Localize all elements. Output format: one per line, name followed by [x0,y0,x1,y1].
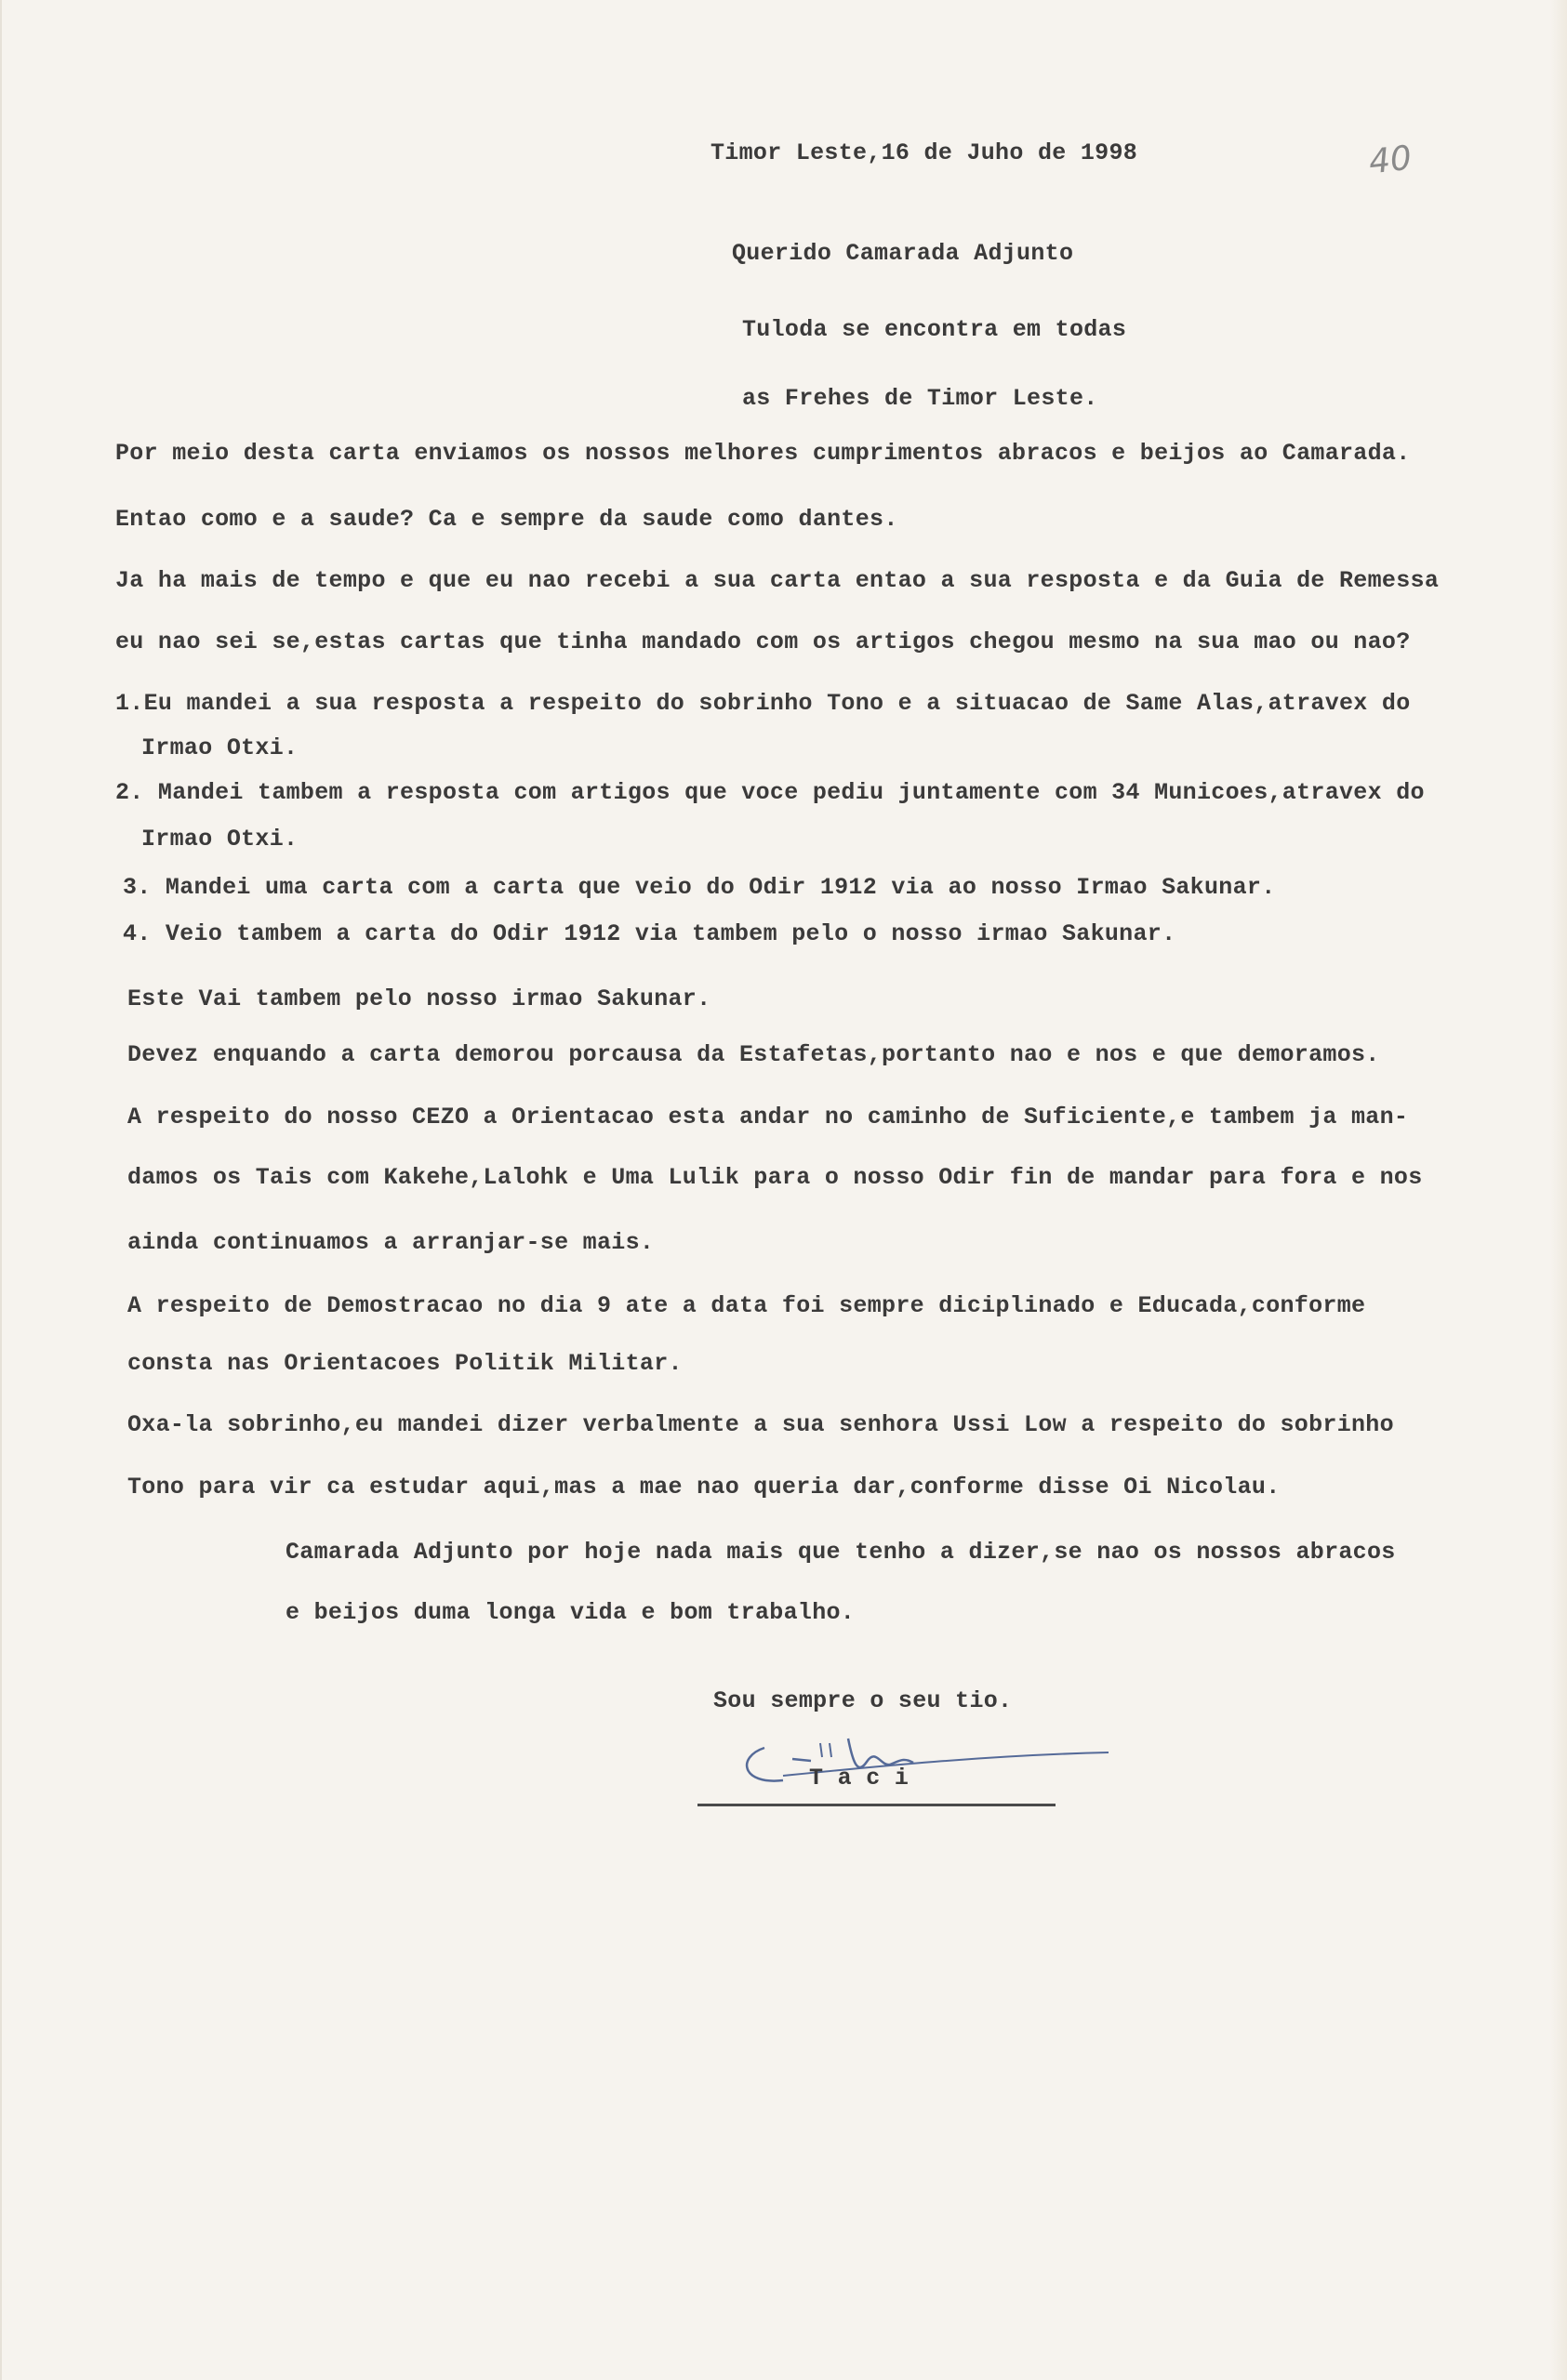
greeting: Querido Camarada Adjunto [732,240,1074,267]
body-line: 1.Eu mandei a sua resposta a respeito do sobrinho Tono e a situacao de Same Alas,atravex do [115,690,1411,717]
body-line: Por meio desta carta enviamos os nossos melhores cumprimentos abracos e beijos ao Camarada. [115,440,1411,467]
signature-rule [697,1804,1056,1806]
body-line: eu nao sei se,estas cartas que tinha mandado com os artigos chegou mesmo na sua mao ou nao? [115,628,1411,655]
body-line: Entao como e a saude? Ca e sempre da saude como dantes. [115,506,898,533]
body-line: 3. Mandei uma carta com a carta que veio do Odir 1912 via ao nosso Irmao Sakunar. [123,874,1276,901]
body-line: Oxa-la sobrinho,eu mandei dizer verbalmente a sua senhora Ussi Low a respeito do sobrinho [127,1411,1394,1438]
closing-line: Sou sempre o seu tio. [713,1687,1013,1714]
body-line: 4. Veio tambem a carta do Odir 1912 via tambem pelo o nosso irmao Sakunar. [123,920,1176,947]
body-line: Camarada Adjunto por hoje nada mais que tenho a dizer,se nao os nossos abracos [286,1539,1396,1566]
body-line: ainda continuamos a arranjar-se mais. [127,1229,655,1256]
body-line: e beijos duma longa vida e bom trabalho. [286,1599,856,1626]
signature-scribble [727,1720,1118,1804]
body-line: Devez enquando a carta demorou porcausa da Estafetas,portanto nao e nos e que demoramos. [127,1041,1380,1068]
body-line: Irmao Otxi. [141,734,299,761]
signature-name: T a c i [809,1765,910,1792]
body-line: 2. Mandei tambem a resposta com artigos que voce pediu juntamente com 34 Municoes,atravex do [115,779,1425,806]
body-line: Este Vai tambem pelo nosso irmao Sakunar. [127,985,711,1012]
body-line: Tono para vir ca estudar aqui,mas a mae nao queria dar,conforme disse Oi Nicolau. [127,1474,1281,1501]
date-line: Timor Leste,16 de Juho de 1998 [710,139,1138,166]
intro-line: Tuloda se encontra em todas [742,316,1127,343]
body-line: consta nas Orientacoes Politik Militar. [127,1350,683,1377]
body-line: Irmao Otxi. [141,826,299,853]
intro-line: as Frehes de Timor Leste. [742,385,1098,412]
body-line: damos os Tais com Kakehe,Lalohk e Uma Lulik para o nosso Odir fin de mandar para fora e nos [127,1164,1423,1191]
body-line: A respeito de Demostracao no dia 9 ate a data foi sempre diciplinado e Educada,conforme [127,1292,1366,1319]
paper-edge [1550,0,1567,2380]
body-line: A respeito do nosso CEZO a Orientacao esta andar no caminho de Suficiente,e tambem ja man- [127,1104,1409,1130]
body-line: Ja ha mais de tempo e que eu nao recebi a sua carta entao a sua resposta e da Guia de Remessa [115,567,1440,594]
page-number: 40 [1366,139,1414,182]
